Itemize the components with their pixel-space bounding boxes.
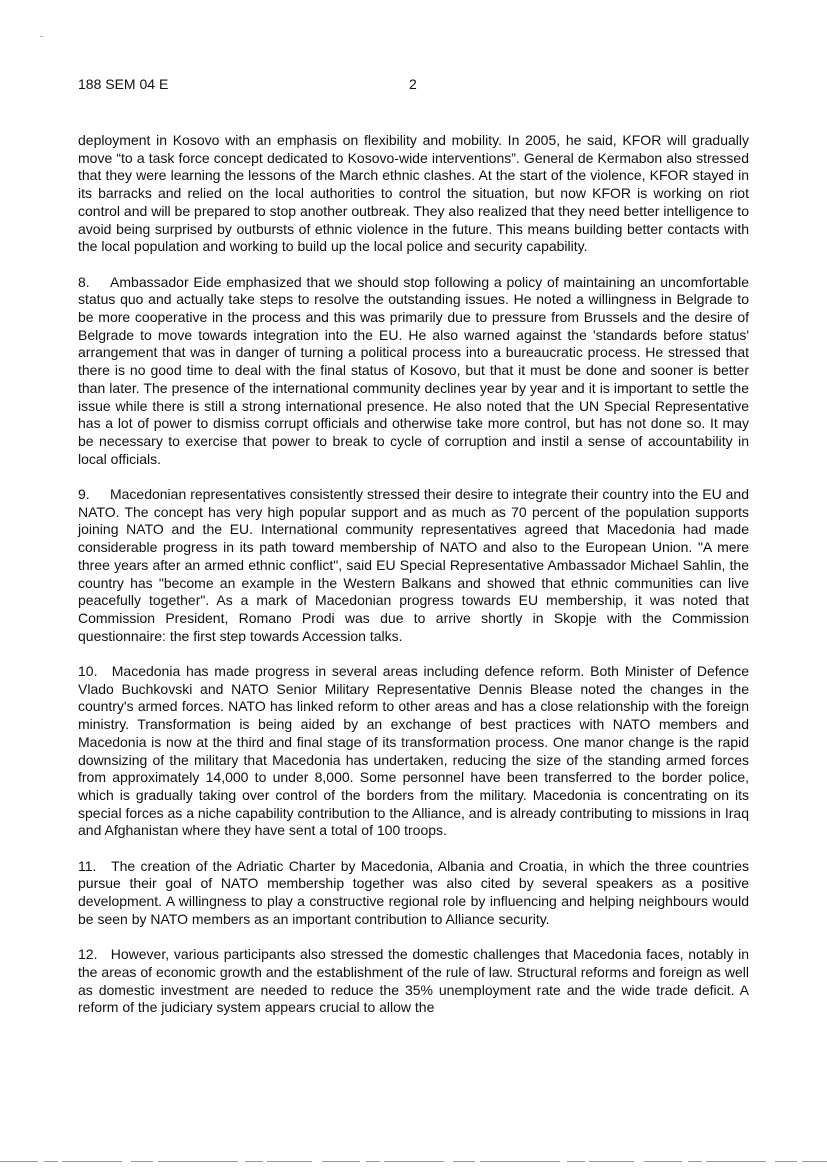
paragraph-number: 8. <box>78 273 90 290</box>
paragraph-text: Macedonia has made progress in several areas including defence reform. Both Minister of Defence Vlado Buchkovski and NATO Senior Military Representative Dennis Blease noted the changes in the country's armed forces. NATO has linked reform to other areas and has a close relationship with the foreign ministry. Transformation is being aided by an exchange of best practices with NATO members and Macedonia is now at the third and final stage of its transformation process. One manor change is the rapid downsizing of the military that Macedonia has undertaken, reducing the size of the standing armed forces from approximately 14,000 to under 8,000. Some personnel have been transferred to the border police, which is gradually taking over control of the borders from the military. Macedonia is concentrating on its special forces as a niche capability contribution to the Alliance, and is already contributing to missions in Iraq and Afghanistan where they have sent a total of 100 troops. <box>78 663 750 839</box>
scan-corner-mark <box>40 36 43 37</box>
paragraph-text: Ambassador Eide emphasized that we should stop following a policy of maintaining an uncomfortable status quo and actually take steps to resolve the outstanding issues. He noted a willingness in Belgrade to be more cooperative in the process and this was primarily due to pressure from Brussels and the desire of Belgrade to move towards integration into the EU. He also warned against the 'standards before status' arrangement that was in danger of turning a political process into a bureaucratic process. He stressed that there is no good time to deal with the final status of Kosovo, but that it must be done and sooner is better than later. The presence of the international community declines year by year and it is important to settle the issue while there is still a strong international presence. He also noted that the UN Special Representative has a lot of power to dismiss corrupt officials and otherwise take more control, but has not done so. It may be necessary to exercise that power to break to cycle of corruption and instil a sense of accountability in local officials. <box>78 273 749 467</box>
paragraph-10 <box>78 663 749 840</box>
document-reference: 188 SEM 04 E <box>78 76 169 92</box>
page-header <box>78 76 749 96</box>
paragraph-text: However, various participants also stressed the domestic challenges that Macedonia faces, notably in the areas of economic growth and the establishment of the rule of law. Structural reforms and foreign as well as domestic investment are needed to reduce the 35% unemployment rate and the wide trade deficit. A reform of the judiciary system appears crucial to allow the <box>78 946 749 1016</box>
paragraph-8 <box>78 274 749 469</box>
paragraph-text: The creation of the Adriatic Charter by Macedonia, Albania and Croatia, in which the three countries pursue their goal of NATO membership together was also cited by several speakers as a positive development. A willingness to play a constructive regional role by influencing and helping neighbours would be seen by NATO members as an important contribution to Alliance security. <box>78 857 749 927</box>
paragraph-number: 12. <box>78 946 98 963</box>
paragraph-text: deployment in Kosovo with an emphasis on flexibility and mobility. In 2005, he said, KFOR will gradually move “to a task force concept dedicated to Kosovo-wide interventions”. General de Kermabon also stressed that they were learning the lessons of the March ethnic clashes. At the start of the violence, KFOR stayed in its barracks and relied on the local authorities to control the situation, but now KFOR is working on riot control and will be prepared to stop another outbreak. They also realized that they need better intelligence to avoid being surprised by outbursts of ethnic violence in the future. This means building better contacts with the local population and working to build up the local police and security capability. <box>78 132 749 255</box>
document-body <box>78 132 749 1035</box>
paragraph-number: 11. <box>78 857 97 874</box>
paragraph-continuation <box>78 132 749 256</box>
paragraph-11 <box>78 858 749 929</box>
scan-bottom-edge <box>0 1160 827 1163</box>
page-number: 2 <box>409 76 417 92</box>
paragraph-number: 9. <box>78 486 90 503</box>
paragraph-text: Macedonian representatives consistently stressed their desire to integrate their country into the EU and NATO. The concept has very high popular support and as much as 70 percent of the population supports joining NATO and the EU. International community representatives agreed that Macedonia had made considerable progress in its path toward membership of NATO and also to the European Union. "A mere three years after an armed ethnic conflict", said EU Special Representative Ambassador Michael Sahlin, the country has "become an example in the Western Balkans and showed that ethnic communities can live peacefully together". As a mark of Macedonian progress towards EU membership, it was noted that Commission President, Romano Prodi was due to arrive shortly in Skopje with the Commission questionnaire: the first step towards Accession talks. <box>78 486 750 644</box>
paragraph-number: 10. <box>78 663 98 680</box>
paragraph-9 <box>78 486 749 645</box>
paragraph-12 <box>78 946 749 1017</box>
